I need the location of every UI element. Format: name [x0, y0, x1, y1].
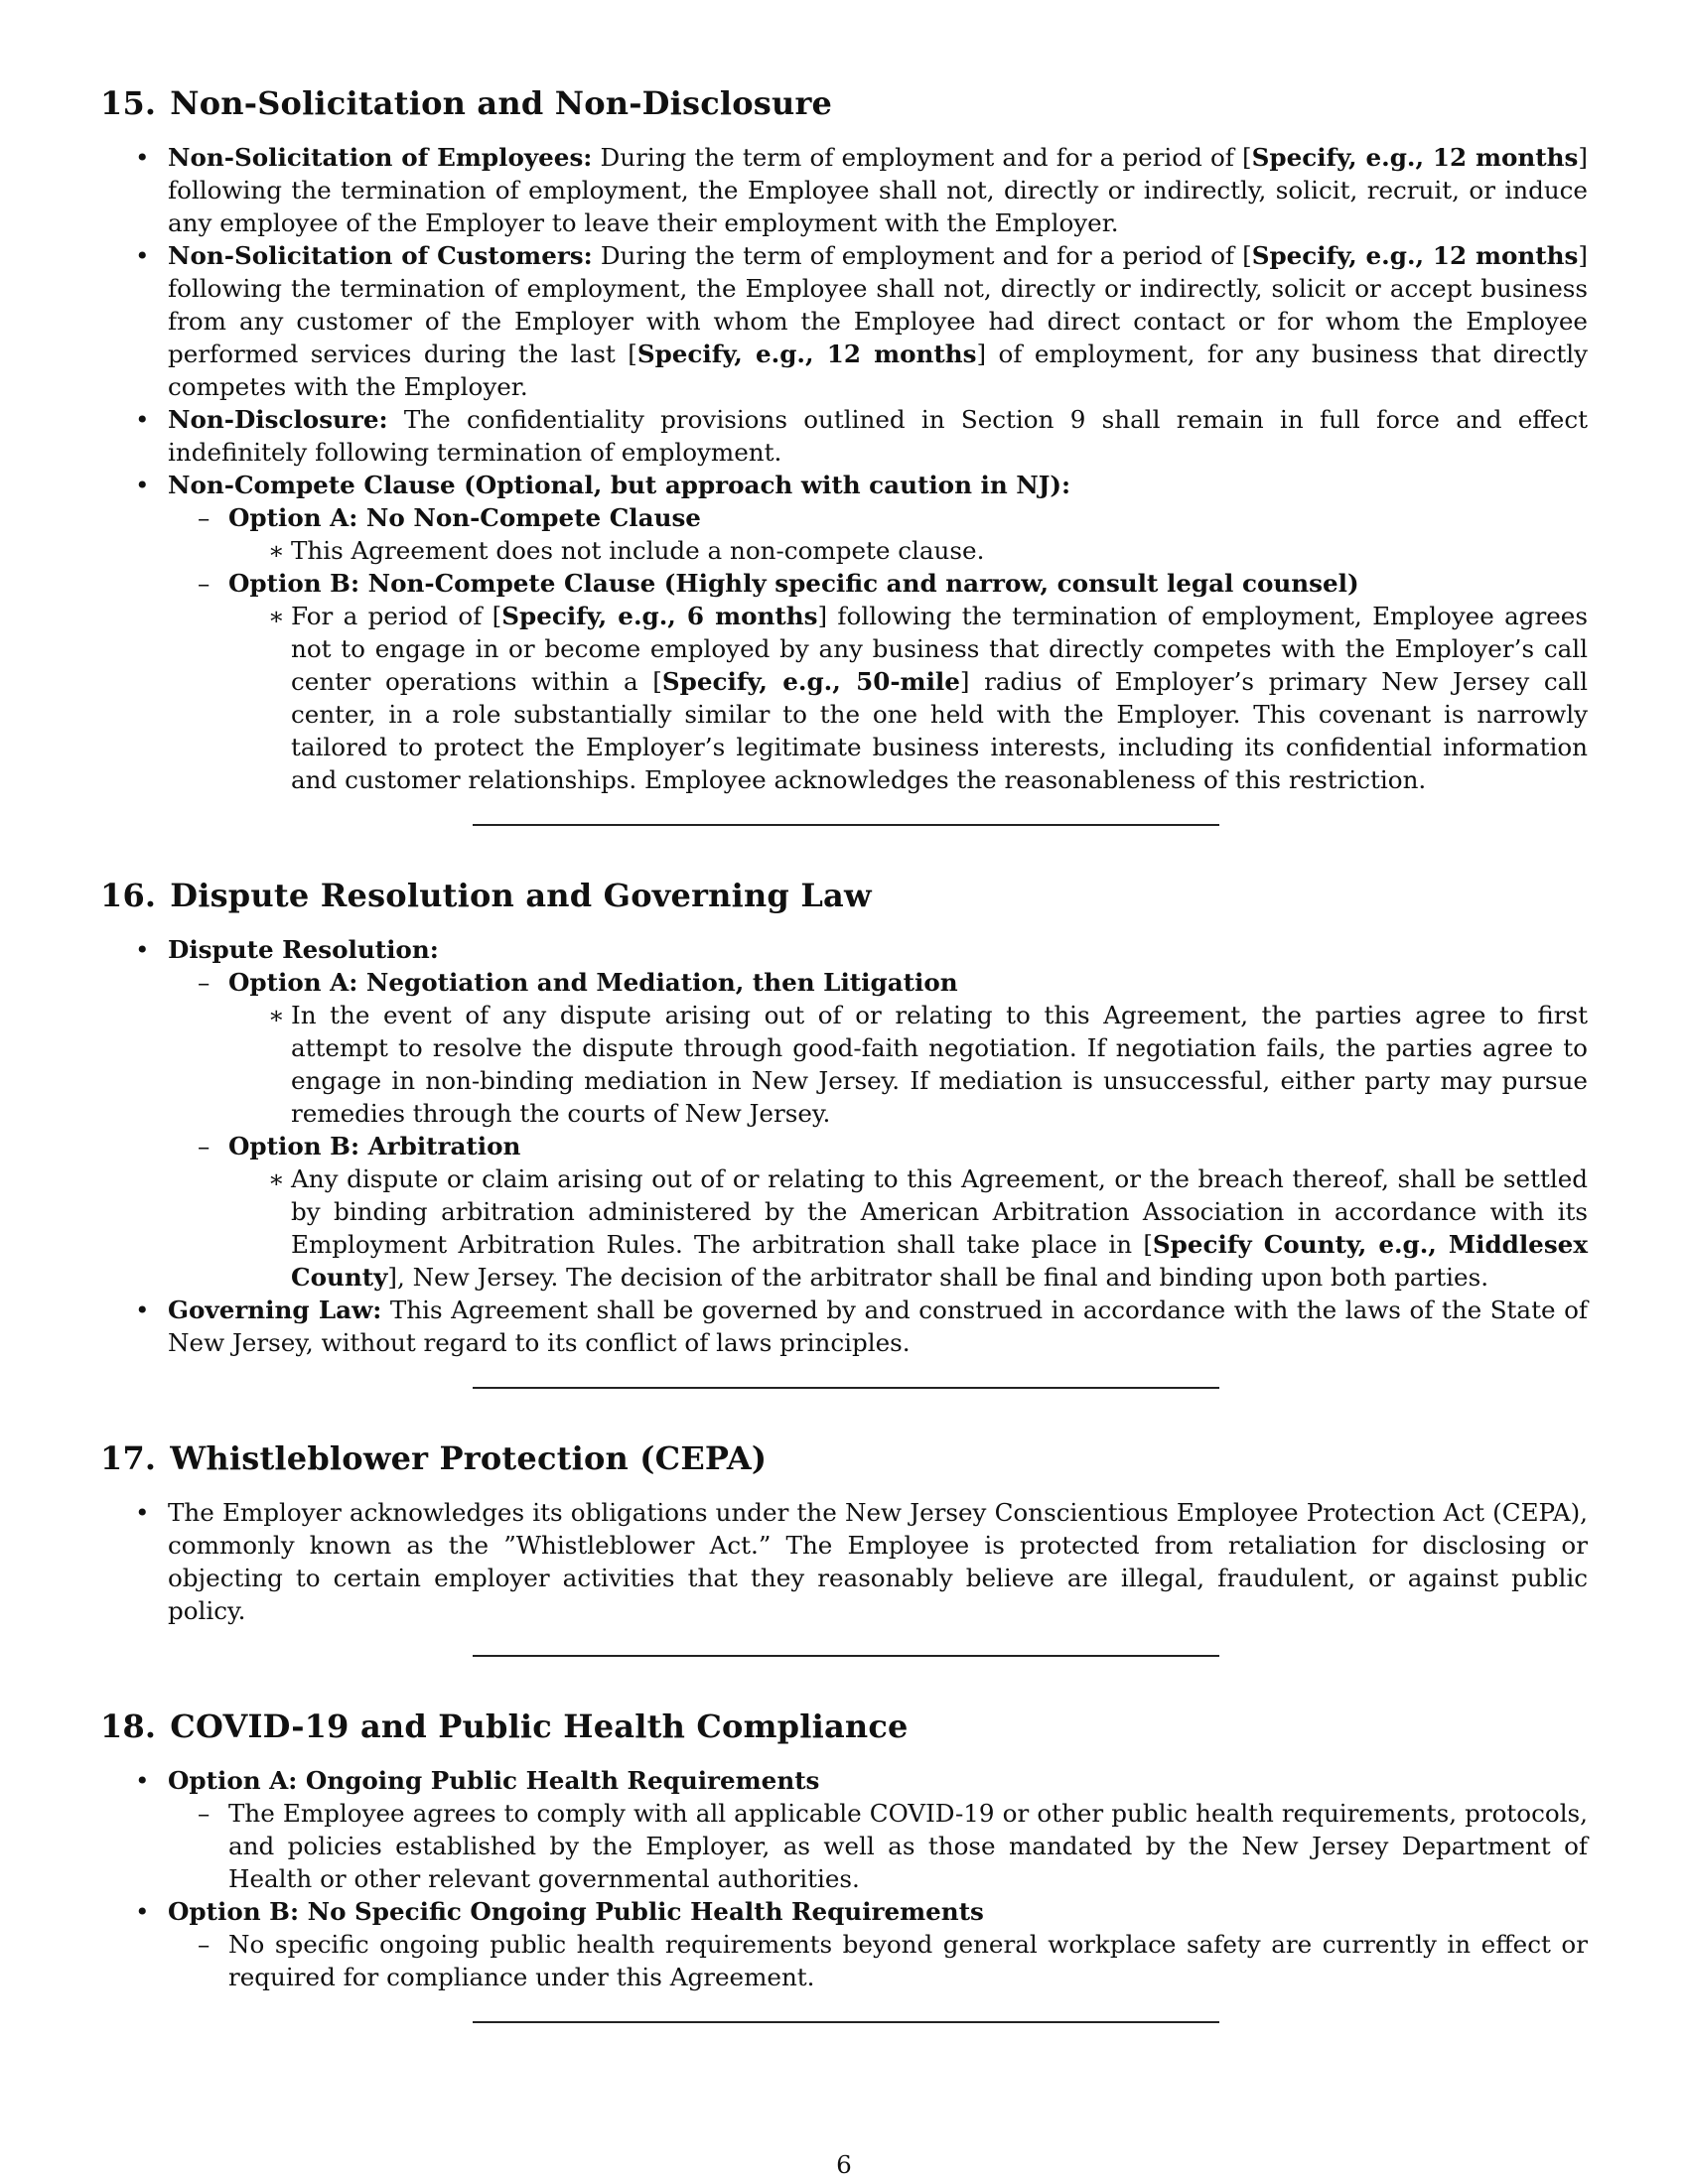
section-15-heading: [100, 83, 1588, 123]
sub-sublist: [228, 999, 1588, 1130]
star-marker: ∗: [268, 602, 285, 630]
bullet-marker: •: [135, 935, 150, 964]
placeholder-spec: Specify, e.g., 50-mile: [661, 667, 960, 696]
item-text: No specific ongoing public health requirements beyond general workplace safety are currently in effect or required for compliance under this Agreement.: [228, 1930, 1588, 1991]
item-label: Non-Solicitation of Employees:: [168, 143, 593, 172]
sub-sublist: [228, 600, 1588, 796]
item-label: Dispute Resolution:: [168, 935, 439, 964]
item-text: Any dispute or claim arising out of or relating to this Agreement, or the breach thereof, shall be settled by binding arbitration administered by the American Arbitration Association in accordance with its Employment Arbitration Rules. The arbitration shall take place in [: [291, 1164, 1588, 1259]
dash-marker: –: [198, 968, 211, 997]
section-17-list: [100, 1496, 1588, 1627]
sub-sublist: [228, 1162, 1588, 1294]
bullet-marker: •: [135, 1498, 150, 1527]
option-label: Option B: No Specific Ongoing Public Health Requirements: [168, 1897, 984, 1926]
page-number: 6: [836, 2150, 852, 2179]
item-text: This Agreement does not include a non-compete clause.: [291, 536, 985, 565]
list-item: [100, 1895, 1588, 1993]
section-15-list: [100, 141, 1588, 796]
list-item: [100, 1496, 1588, 1627]
item-text: The confidentiality provisions outlined in Section 9 shall remain in full force and effect indefinitely following termination of employment.: [168, 405, 1588, 467]
item-label: Non-Compete Clause (Optional, but approach with caution in NJ):: [168, 471, 1071, 499]
sublist: [168, 501, 1588, 796]
item-text: ] following the termination of employment, Employee agrees not to engage in or become employed by any business that directly competes with the Employer’s call center operations within a [: [291, 602, 1588, 696]
sublist-item: [168, 501, 1588, 567]
list-item: [100, 469, 1588, 796]
section-number: 16.: [100, 877, 157, 914]
option-label: Option B: Non-Compete Clause (Highly specific and narrow, consult legal counsel): [228, 569, 1359, 598]
section-18-list: [100, 1764, 1588, 1993]
item-text: ], New Jersey. The decision of the arbitrator shall be final and binding upon both parties.: [387, 1263, 1489, 1292]
document-page: [100, 83, 1588, 2023]
list-item: [100, 1294, 1588, 1359]
bullet-marker: •: [135, 1296, 150, 1324]
item-text: ] radius of Employer’s primary New Jersey call center, in a role substantially similar to the one held with the Employer. This covenant is narrowly tailored to protect the Employer’s legitimate business interests, including its confidential information and customer relationships. Employee acknowledges the reasonableness of this restriction.: [291, 667, 1588, 794]
placeholder-spec: Specify, e.g., 6 months: [501, 602, 818, 630]
item-text: The Employee agrees to comply with all applicable COVID-19 or other public health requirements, protocols, and policies established by the Employer, as well as those mandated by the New Jersey Department of Health or other relevant governmental authorities.: [228, 1799, 1588, 1893]
sub-sublist-item: [228, 534, 1588, 567]
section-number: 18.: [100, 1707, 157, 1745]
star-marker: ∗: [268, 1001, 285, 1029]
item-text: The Employer acknowledges its obligations under the New Jersey Conscientious Employee Protection Act (CEPA), commonly known as the ”Whistleblower Act.” The Employee is protected from retaliation for disclosing or objecting to certain employer activities that they reasonably believe are illegal, fraudulent, or against public policy.: [168, 1498, 1588, 1625]
section-16-list: [100, 933, 1588, 1359]
sublist: [168, 1928, 1588, 1993]
dash-marker: –: [198, 503, 211, 532]
sub-sublist-item: [228, 1162, 1588, 1294]
sub-sublist: [228, 534, 1588, 567]
option-label: Option B: Arbitration: [228, 1132, 521, 1160]
sublist-item: [168, 1928, 1588, 1993]
bullet-marker: •: [135, 143, 150, 172]
placeholder-spec: Specify County, e.g., Middlesex County: [291, 1230, 1588, 1292]
dash-marker: –: [198, 1132, 211, 1160]
bullet-marker: •: [135, 405, 150, 434]
bullet-marker: •: [135, 1766, 150, 1795]
dash-marker: –: [198, 569, 211, 598]
sublist: [168, 966, 1588, 1294]
item-text: In the event of any dispute arising out of or relating to this Agreement, the parties agree to first attempt to resolve the dispute through good-faith negotiation. If negotiation fails, the parties agree to engage in non-binding mediation in New Jersey. If mediation is unsuccessful, either party may pursue remedies through the courts of New Jersey.: [291, 1001, 1588, 1128]
section-title: COVID-19 and Public Health Compliance: [170, 1707, 909, 1745]
placeholder-spec: Specify, e.g., 12 months: [636, 340, 977, 368]
star-marker: ∗: [268, 1164, 285, 1193]
section-title: Dispute Resolution and Governing Law: [170, 877, 872, 914]
dash-marker: –: [198, 1799, 211, 1828]
bullet-marker: •: [135, 241, 150, 270]
sublist: [168, 1797, 1588, 1895]
item-label: Governing Law:: [168, 1296, 382, 1324]
star-marker: ∗: [268, 536, 285, 565]
section-title: Whistleblower Protection (CEPA): [170, 1439, 768, 1477]
list-item: [100, 1764, 1588, 1895]
sublist-item: [168, 1130, 1588, 1294]
list-item: [100, 933, 1588, 1294]
item-text: ] of employment, for any business that directly competes with the Employer.: [168, 340, 1589, 401]
option-label: Option A: No Non-Compete Clause: [228, 503, 701, 532]
sub-sublist-item: [228, 600, 1588, 796]
section-divider: [473, 2021, 1219, 2023]
item-label: Non-Solicitation of Customers:: [168, 241, 593, 270]
list-item: [100, 403, 1588, 469]
sublist-item: [168, 1797, 1588, 1895]
section-16-heading: [100, 876, 1588, 915]
sublist-item: [168, 966, 1588, 1130]
item-text: During the term of employment and for a period of [: [592, 241, 1252, 270]
sublist-item: [168, 567, 1588, 796]
list-item: [100, 239, 1588, 403]
bullet-marker: •: [135, 471, 150, 499]
section-18-heading: [100, 1706, 1588, 1746]
section-17-heading: [100, 1438, 1588, 1478]
option-label: Option A: Ongoing Public Health Requirements: [168, 1766, 820, 1795]
section-title: Non-Solicitation and Non-Disclosure: [170, 84, 833, 122]
item-text: ] following the termination of employment, the Employee shall not, directly or indirectly, solicit or accept business from any customer of the Employer with whom the Employee had direct contact or for whom the Employee performed services during the last [: [168, 241, 1588, 368]
section-number: 17.: [100, 1439, 157, 1477]
item-text: During the term of employment and for a period of [: [592, 143, 1252, 172]
list-item: [100, 141, 1588, 239]
item-text: For a period of [: [291, 602, 502, 630]
bullet-marker: •: [135, 1897, 150, 1926]
sub-sublist-item: [228, 999, 1588, 1130]
section-number: 15.: [100, 84, 157, 122]
item-text: This Agreement shall be governed by and construed in accordance with the laws of the State of New Jersey, without regard to its conflict of laws principles.: [168, 1296, 1588, 1357]
placeholder-spec: Specify, e.g., 12 months: [1251, 241, 1579, 270]
item-text: ] following the termination of employment, the Employee shall not, directly or indirectly, solicit, recruit, or induce any employee of the Employer to leave their employment with the Employer.: [168, 143, 1588, 237]
option-label: Option A: Negotiation and Mediation, then Litigation: [228, 968, 958, 997]
item-label: Non-Disclosure:: [168, 405, 388, 434]
dash-marker: –: [198, 1930, 211, 1959]
placeholder-spec: Specify, e.g., 12 months: [1251, 143, 1579, 172]
